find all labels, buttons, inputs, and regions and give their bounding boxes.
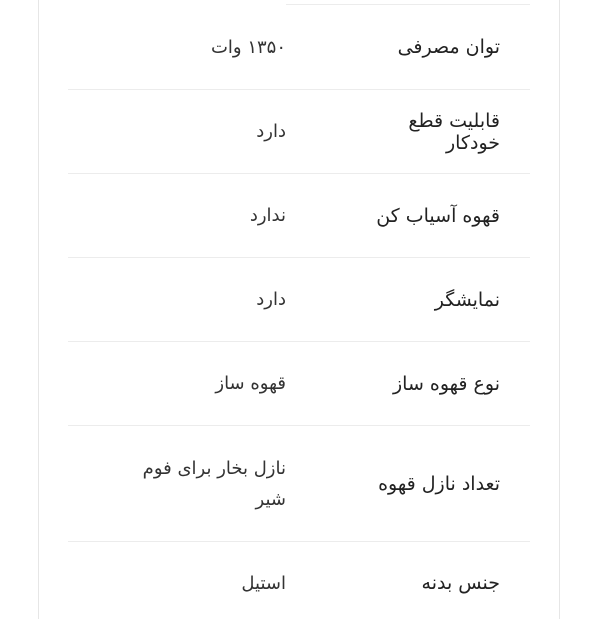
- spec-value: استیل: [241, 572, 286, 594]
- specs-table: [68, 5, 530, 624]
- spec-value: ندارد: [249, 205, 286, 226]
- spec-value: نازل بخار برای فوم شیر: [142, 457, 286, 510]
- spec-value: قهوه ساز: [215, 373, 286, 394]
- spec-value: دارد: [256, 121, 286, 142]
- spec-row-body-material: [68, 542, 530, 624]
- spec-label: قابلیت قطع خودکار: [408, 109, 500, 154]
- spec-label: نمایشگر: [434, 288, 500, 311]
- spec-label: تعداد نازل قهوه: [378, 472, 500, 495]
- spec-row-type: [68, 342, 530, 426]
- spec-row-auto-off: [68, 90, 530, 174]
- spec-row-display: [68, 258, 530, 342]
- spec-label: توان مصرفی: [397, 36, 500, 58]
- spec-label: قهوه آسیاب کن: [376, 204, 500, 227]
- spec-row-power: [68, 5, 530, 90]
- spec-row-grinder: [68, 174, 530, 258]
- spec-value: ۱۳۵۰ وات: [210, 36, 286, 58]
- spec-label: نوع قهوه ساز: [392, 372, 500, 395]
- spec-value: دارد: [256, 289, 286, 310]
- spec-label: جنس بدنه: [421, 572, 500, 594]
- spec-row-nozzles: [68, 426, 530, 542]
